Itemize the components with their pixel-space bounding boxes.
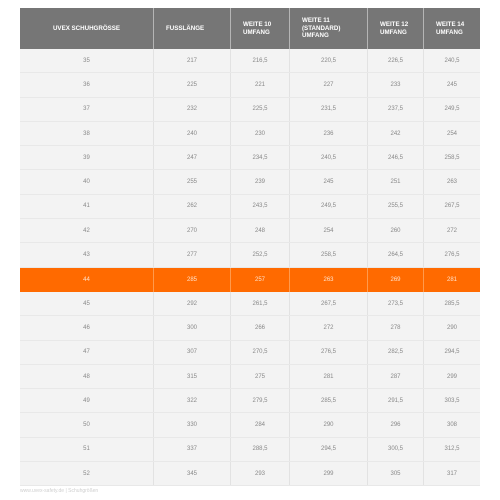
table-cell: 303,5: [444, 397, 460, 404]
table-row: [20, 389, 480, 413]
table-row: [20, 219, 480, 243]
table-cell: 255,5: [368, 195, 424, 218]
table-cell: 263: [446, 179, 457, 186]
table-cell: 37: [20, 98, 154, 121]
table-cell: 299: [446, 373, 457, 380]
table-cell: 216,5: [231, 49, 290, 72]
table-row: [20, 195, 480, 219]
table-cell: 234,5: [231, 146, 290, 169]
table-cell: 35: [20, 49, 154, 72]
table-cell: 254: [446, 130, 457, 137]
table-cell: 281: [290, 365, 368, 388]
table-cell: 270: [154, 219, 231, 242]
table-cell: 249,5: [444, 106, 460, 113]
table-cell: 255: [154, 170, 231, 193]
table-row-highlighted: [20, 268, 480, 292]
table-row: [20, 98, 480, 122]
table-cell: 232: [154, 98, 231, 121]
table-cell: 225: [154, 73, 231, 96]
table-cell: 230: [231, 122, 290, 145]
table-cell: 260: [368, 219, 424, 242]
table-cell: 288,5: [231, 438, 290, 461]
table-cell: 299: [290, 462, 368, 485]
table-cell: 279,5: [231, 389, 290, 412]
table-cell: 43: [20, 243, 154, 266]
table-cell: 262: [154, 195, 231, 218]
table-cell: 240: [154, 122, 231, 145]
table-cell: 217: [154, 49, 231, 72]
table-cell: 330: [154, 413, 231, 436]
table-cell: 239: [231, 170, 290, 193]
table-cell: 227: [290, 73, 368, 96]
table-cell: 45: [20, 292, 154, 315]
table-cell: 293: [231, 462, 290, 485]
table-cell: 273,5: [368, 292, 424, 315]
table-cell: 284: [231, 413, 290, 436]
table-row: [20, 49, 480, 73]
table-cell: 282,5: [368, 341, 424, 364]
table-cell: 46: [20, 316, 154, 339]
table-cell: 307: [154, 341, 231, 364]
table-cell: 40: [20, 170, 154, 193]
table-row: [20, 292, 480, 316]
table-cell: 237,5: [368, 98, 424, 121]
table-cell: 264,5: [368, 243, 424, 266]
table-cell: 42: [20, 219, 154, 242]
table-body: [20, 49, 480, 486]
table-cell: 254: [290, 219, 368, 242]
table-cell: 300: [154, 316, 231, 339]
table-cell: 49: [20, 389, 154, 412]
table-cell: 276,5: [444, 252, 460, 259]
table-cell: 257: [231, 268, 290, 292]
table-cell: 258,5: [444, 154, 460, 161]
table-row: [20, 438, 480, 462]
table-cell: 267,5: [444, 203, 460, 210]
table-cell: 48: [20, 365, 154, 388]
table-row: [20, 122, 480, 146]
table-cell: 51: [20, 438, 154, 461]
table-cell: 240,5: [290, 146, 368, 169]
table-cell: 251: [368, 170, 424, 193]
table-row: [20, 170, 480, 194]
header-size: UVEX SCHUHGRÖSSE: [20, 8, 154, 49]
table-cell: 249,5: [290, 195, 368, 218]
table-cell: 300,5: [368, 438, 424, 461]
table-cell: 41: [20, 195, 154, 218]
table-row: [20, 341, 480, 365]
table-cell: 296: [368, 413, 424, 436]
table-cell: 245: [290, 170, 368, 193]
table-cell: 50: [20, 413, 154, 436]
table-row: [20, 413, 480, 437]
table-cell: 246,5: [368, 146, 424, 169]
table-cell: 261,5: [231, 292, 290, 315]
table-cell: 272: [446, 227, 457, 234]
table-cell: 267,5: [290, 292, 368, 315]
header-width-10: WEITE 10 UMFANG: [231, 8, 290, 49]
table-cell: 291,5: [368, 389, 424, 412]
table-cell: 252,5: [231, 243, 290, 266]
table-cell: 292: [154, 292, 231, 315]
footer-note: www.uvex-safety.de | Schuhgrößen: [20, 488, 99, 494]
table-cell: 231,5: [290, 98, 368, 121]
table-cell: 44: [20, 268, 154, 292]
table-cell: 220,5: [290, 49, 368, 72]
table-cell: 38: [20, 122, 154, 145]
table-cell: 270,5: [231, 341, 290, 364]
table-row: [20, 365, 480, 389]
table-cell: 52: [20, 462, 154, 485]
table-row: [20, 316, 480, 340]
table-cell: 290: [446, 324, 457, 331]
table-cell: 245: [446, 81, 457, 88]
table-cell: 269: [368, 268, 424, 292]
table-cell: 290: [290, 413, 368, 436]
table-cell: 308: [446, 422, 457, 429]
table-cell: 305: [368, 462, 424, 485]
table-cell: 285,5: [444, 300, 460, 307]
table-cell: 337: [154, 438, 231, 461]
header-width-12: WEITE 12 UMFANG: [368, 8, 424, 49]
table-cell: 226,5: [368, 49, 424, 72]
table-cell: 294,5: [290, 438, 368, 461]
table-row: [20, 243, 480, 267]
table-cell: 322: [154, 389, 231, 412]
table-cell: 247: [154, 146, 231, 169]
table-cell: 225,5: [231, 98, 290, 121]
table-cell: 39: [20, 146, 154, 169]
table-row: [20, 146, 480, 170]
table-cell: 287: [368, 365, 424, 388]
header-width-14: WEITE 14 UMFANG: [436, 21, 465, 36]
table-cell: 294,5: [444, 349, 460, 356]
table-cell: 276,5: [290, 341, 368, 364]
table-header: [20, 8, 480, 49]
table-cell: 315: [154, 365, 231, 388]
table-cell: 240,5: [444, 57, 460, 64]
table-cell: 312,5: [444, 446, 460, 453]
table-cell: 258,5: [290, 243, 368, 266]
table-cell: 263: [290, 268, 368, 292]
table-cell: 47: [20, 341, 154, 364]
table-cell: 281: [446, 276, 457, 283]
table-cell: 242: [368, 122, 424, 145]
table-cell: 272: [290, 316, 368, 339]
table-cell: 221: [231, 73, 290, 96]
table-cell: 275: [231, 365, 290, 388]
table-cell: 248: [231, 219, 290, 242]
table-row: [20, 462, 480, 486]
table-cell: 243,5: [231, 195, 290, 218]
table-cell: 278: [368, 316, 424, 339]
table-cell: 266: [231, 316, 290, 339]
table-cell: 233: [368, 73, 424, 96]
table-cell: 36: [20, 73, 154, 96]
table-cell: 277: [154, 243, 231, 266]
table-cell: 345: [154, 462, 231, 485]
header-foot-length: FUSSLÄNGE: [154, 8, 231, 49]
table-cell: 285: [154, 268, 231, 292]
size-table: [20, 8, 480, 486]
table-row: [20, 73, 480, 97]
table-cell: 317: [446, 470, 457, 477]
header-width-11: WEITE 11 (STANDARD) UMFANG: [290, 8, 368, 49]
table-cell: 236: [290, 122, 368, 145]
table-cell: 285,5: [290, 389, 368, 412]
